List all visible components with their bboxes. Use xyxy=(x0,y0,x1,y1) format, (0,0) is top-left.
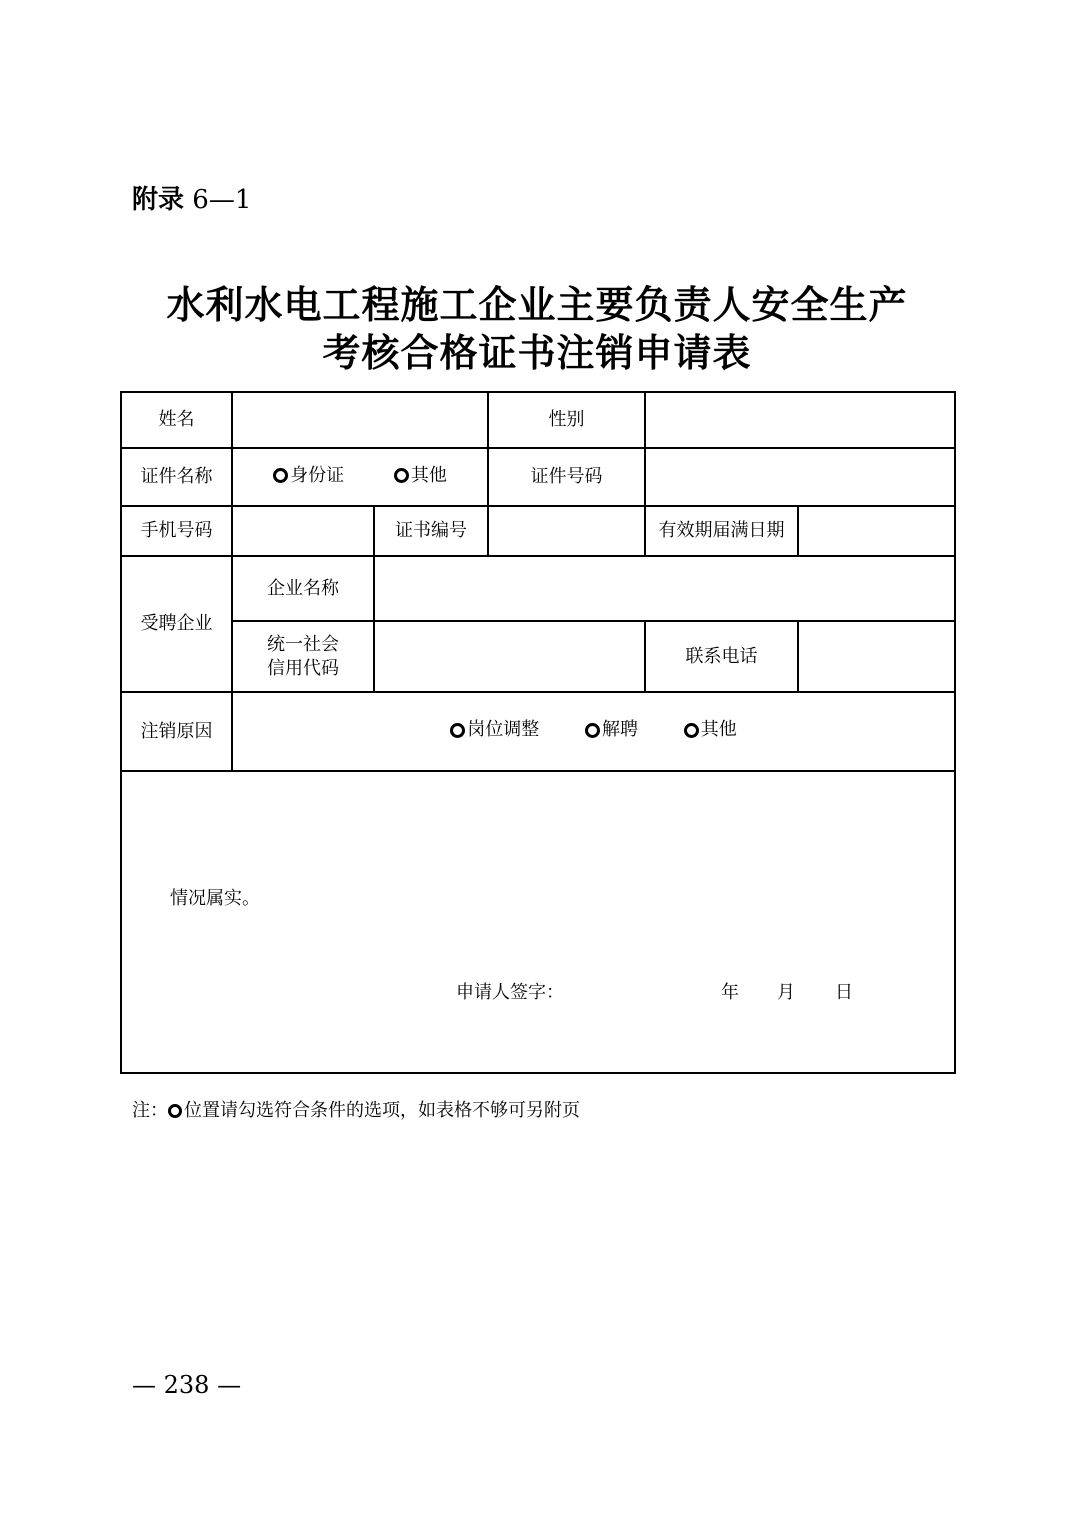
id-number-label: 证件号码 xyxy=(488,448,645,506)
footnote-text: 位置请勾选符合条件的选项，如表格不够可另附页 xyxy=(184,1100,580,1121)
reason-option-dismissal-label: 解聘 xyxy=(602,719,638,741)
reason-option-reassignment[interactable] xyxy=(450,718,539,742)
row-id xyxy=(121,448,955,506)
footnote-prefix: 注： xyxy=(132,1100,168,1121)
reason-option-dismissal[interactable] xyxy=(585,718,638,742)
contact-phone-label: 联系电话 xyxy=(645,621,798,692)
date-year: 年 xyxy=(721,982,739,1003)
appendix-label-text: 附录 xyxy=(132,185,185,215)
cert-number-label: 证书编号 xyxy=(374,506,488,556)
appendix-label xyxy=(132,182,251,218)
expiry-label: 有效期届满日期 xyxy=(645,506,798,556)
id-type-option-idcard[interactable] xyxy=(273,464,344,488)
contact-phone-field[interactable] xyxy=(798,621,955,692)
company-name-label: 企业名称 xyxy=(232,556,374,621)
reason-option-reassignment-label: 岗位调整 xyxy=(467,719,540,741)
id-type-option-other-label: 其他 xyxy=(410,464,447,486)
page-number: — 238 — xyxy=(132,1371,242,1399)
reason-options xyxy=(232,692,955,771)
radio-circle-icon[interactable] xyxy=(585,723,600,738)
id-number-field[interactable] xyxy=(645,448,955,506)
declaration-cell xyxy=(121,771,955,1073)
reason-label: 注销原因 xyxy=(121,692,232,771)
date-month: 月 xyxy=(777,982,795,1003)
radio-circle-icon xyxy=(168,1104,182,1118)
name-field[interactable] xyxy=(232,392,488,448)
cancellation-form-table xyxy=(120,391,956,1074)
radio-circle-icon[interactable] xyxy=(394,468,409,483)
signature-label: 申请人签字： xyxy=(456,982,564,1003)
gender-label: 性别 xyxy=(488,392,645,448)
employer-label: 受聘企业 xyxy=(121,556,232,692)
credit-code-label-line1: 统一社会 xyxy=(267,633,339,655)
reason-option-other[interactable] xyxy=(684,718,737,742)
expiry-field[interactable] xyxy=(798,506,955,556)
statement-text: 情况属实。 xyxy=(170,888,260,909)
name-label: 姓名 xyxy=(121,392,232,448)
id-type-option-other[interactable] xyxy=(394,464,447,488)
radio-circle-icon[interactable] xyxy=(684,723,699,738)
row-name-gender xyxy=(121,392,955,448)
credit-code-label xyxy=(232,621,374,692)
gender-field[interactable] xyxy=(645,392,955,448)
id-type-label: 证件名称 xyxy=(121,448,232,506)
row-company-name xyxy=(121,556,955,621)
row-credit-code xyxy=(121,621,955,692)
form-title-line1: 水利水电工程施工企业主要负责人安全生产 xyxy=(166,283,908,327)
footnote xyxy=(132,1099,580,1123)
form-title-line2: 考核合格证书注销申请表 xyxy=(322,331,752,375)
company-name-field[interactable] xyxy=(374,556,955,621)
id-type-option-idcard-label: 身份证 xyxy=(290,464,345,486)
phone-field[interactable] xyxy=(232,506,374,556)
reason-option-other-label: 其他 xyxy=(700,719,737,741)
cert-number-field[interactable] xyxy=(488,506,645,556)
row-declaration xyxy=(121,771,955,1073)
radio-circle-icon[interactable] xyxy=(273,468,288,483)
phone-label: 手机号码 xyxy=(121,506,232,556)
appendix-number: 6—1 xyxy=(192,185,252,215)
radio-circle-icon[interactable] xyxy=(450,723,465,738)
row-phone-cert xyxy=(121,506,955,556)
date-day: 日 xyxy=(835,982,853,1003)
id-type-options xyxy=(232,448,488,506)
credit-code-label-line2: 信用代码 xyxy=(267,657,339,679)
row-reason xyxy=(121,692,955,771)
credit-code-field[interactable] xyxy=(374,621,645,692)
